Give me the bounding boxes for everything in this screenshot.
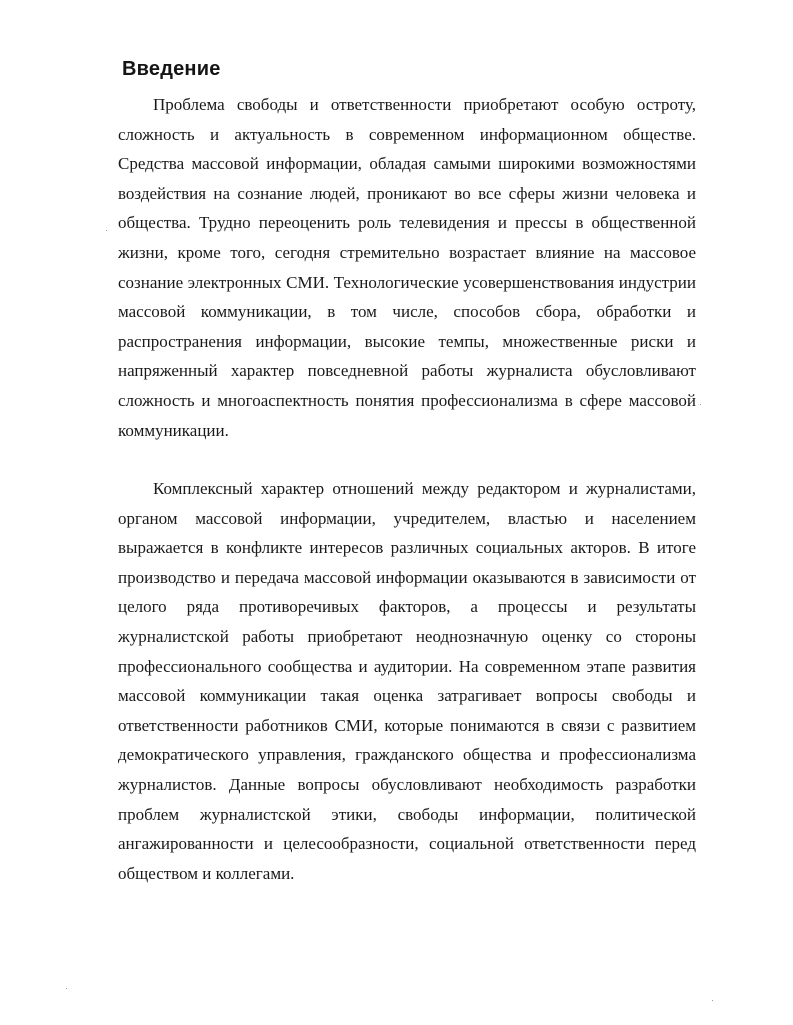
scan-speck [106,230,107,231]
body-paragraph: Проблема свободы и ответственности приобретают особую остроту, сложность и актуальность в современном информационном обществе. Средства массовой информации, обладая самыми широкими возможностями воздействия на сознание людей, проникают во все сферы жизни человека и общества. Трудно переоценить роль телевидения и прессы в общественной жизни, кроме того, сегодня стремительно возрастает влияние на массовое сознание электронных СМИ. Технологические усовершенствования индустрии массовой коммуникации, в том числе, способов сбора, обработки и распространения информации, высокие темпы, множественные риски и напряженный характер повседневной работы журналиста обусловливают сложность и многоаспектность понятия профессионализма в сфере массовой коммуникации. [118,95,696,440]
scan-speck [712,1000,713,1001]
body-paragraph-1-block [118,90,696,445]
body-paragraph: Комплексный характер отношений между редактором и журналистами, органом массовой информации, учредителем, властью и населением выражается в конфликте интересов различных социальных акторов. В итоге производство и передача массовой информации оказываются в зависимости от целого ряда противоречивых факторов, а процессы и результаты журналистской работы приобретают неоднозначную оценку со стороны профессионального сообщества и аудитории. На современном этапе развития массовой коммуникации такая оценка затрагивает вопросы свободы и ответственности работников СМИ, которые понимаются в связи с развитием демократического управления, гражданского общества и профессионализма журналистов. Данные вопросы обусловливают необходимость разработки проблем журналистской этики, свободы информации, политической ангажированности и целесообразности, социальной ответственности перед обществом и коллегами. [118,479,696,883]
section-heading: Введение [122,58,221,80]
scan-speck [66,988,67,989]
scan-speck [700,404,701,405]
body-paragraph-2-block [118,474,696,888]
